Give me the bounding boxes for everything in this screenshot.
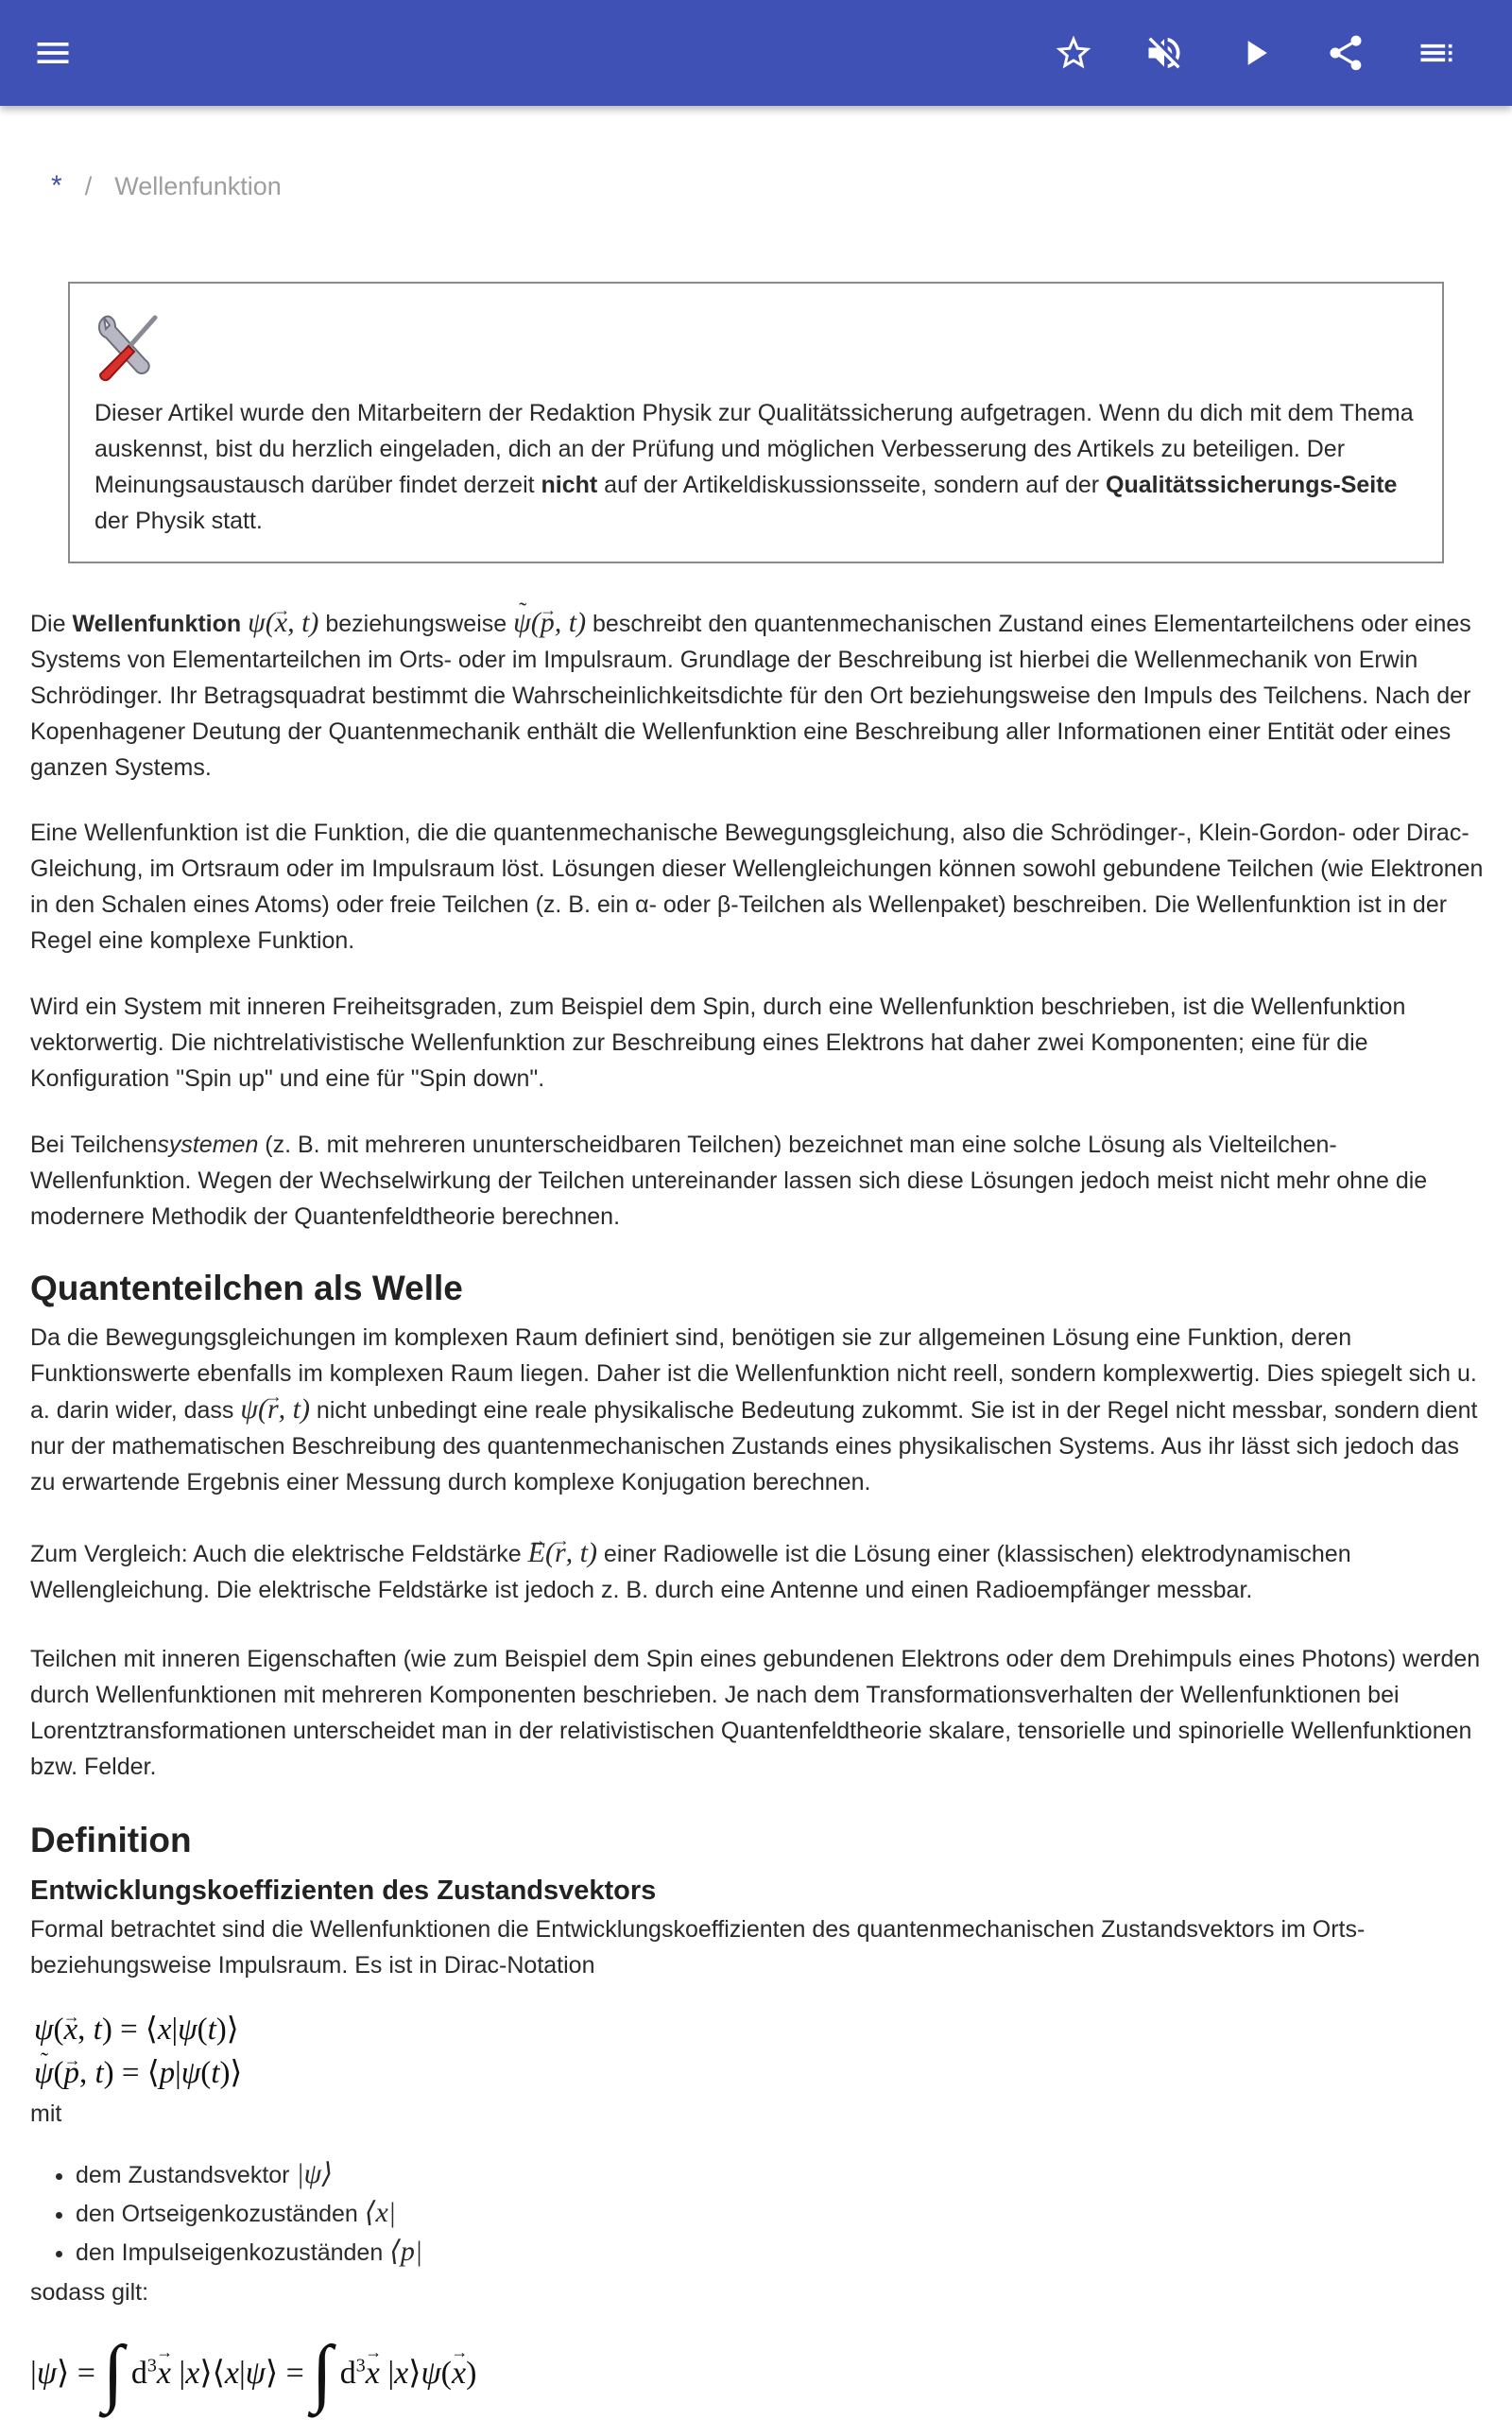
breadcrumb-current: Wellenfunktion (114, 171, 282, 200)
tools-icon (94, 312, 163, 382)
math-psi-r-t: ψ(→ r, t) (240, 1393, 310, 1425)
section-heading-welle: Quantenteilchen als Welle (30, 1269, 463, 1307)
table-of-contents-button[interactable] (1410, 26, 1463, 79)
quality-assurance-text (94, 395, 1419, 539)
section-heading-definition: Definition (30, 1821, 192, 1859)
quality-assurance-notice (68, 282, 1444, 563)
menu-button[interactable] (26, 26, 79, 79)
bookmark-button[interactable] (1047, 26, 1100, 79)
menu-icon (32, 32, 74, 74)
subsection-heading-entwicklungskoeffizienten: Entwicklungskoeffizienten des Zustandsvektors (30, 1876, 657, 1906)
math-E-r-t: → E(→ r, t) (528, 1537, 597, 1568)
intro-paragraph-1 (30, 605, 1486, 786)
breadcrumb-home-link[interactable]: * (51, 170, 62, 201)
breadcrumb-separator: / (84, 171, 93, 200)
text: Da die Bewegungsgleichungen im komplexen Raum definiert sind, benötigen sie zur allgemeinen Lösung eine Funktion, deren Funktionswerte ebenfalls im komplexen Raum liegen. Daher ist die Wellenfunktion nicht reell, sondern komplexwertig. Dies spiegelt sich u. a. darin wider, dass (30, 1324, 1477, 1424)
text: den Impulseigenkozuständen (76, 2239, 390, 2266)
welle-paragraph-3: Teilchen mit inneren Eigenschaften (wie zum Beispiel dem Spin eines gebundenen Elektrons oder dem Drehimpuls eines Photons) werden durch Wellenfunktionen mit mehreren Komponenten beschrieben. Je nach dem Transformationsverhalten der Wellenfunktionen bei Lorentztransformationen unterscheidet man in der relativistischen Quantenfeldtheorie skalare, tensorielle und spinorielle Wellenfunktionen bzw. Felder. (30, 1646, 1481, 1780)
intro-paragraph-2: Eine Wellenfunktion ist die Funktion, die die quantenmechanische Bewegungsgleichung, also die Schrödinger-, Klein-Gordon- oder Dirac-Gleichung, im Ortsraum oder im Impulsraum löst. Lösungen dieser Wellengleichungen können sowohl gebundene Teilchen (wie Elektronen in den Schalen eines Atoms) oder freie Teilchen (z. B. ein α- oder β-Teilchen als Wellenpaket) beschreiben. Die Wellenfunktion ist in der Regel eine komplexe Funktion. (30, 820, 1484, 954)
text: einer Radiowelle ist die Lösung einer (klassischen) elektrodynamischen Wellengleichung. Die elektrische Feldstärke ist jedoch z. B. durch eine Antenne und einen Radioempfänger messbar. (30, 1541, 1351, 1603)
emphasis: systemen (157, 1132, 259, 1158)
math-bra-x: ⟨x| (364, 2197, 397, 2228)
text: Die (30, 611, 73, 637)
text: (z. B. mit mehreren ununterscheidbaren Teilchen) bezeichnet man eine solche Lösung als Vielteilchen-Wellenfunktion. Wegen der Wechselwirkung der Teilchen untereinander lassen sich diese Lösungen jedoch meist nicht mehr ohne die modernere Methodik der Quantenfeldtheorie berechnen. (30, 1132, 1428, 1230)
volume-off-icon (1143, 32, 1185, 74)
welle-paragraph-2 (30, 1535, 1486, 1608)
text: beziehungsweise (318, 611, 514, 637)
qs-page-link[interactable]: Qualitätssicherungs-Seite (1106, 472, 1398, 498)
equation-momentum-space: ˜ ψ(→ p, t) = ⟨p|ψ(t)⟩ (34, 2051, 242, 2095)
article-term: Wellenfunktion (72, 611, 242, 637)
equation-position-space: ψ(→ x, t) = ⟨x|ψ(t)⟩ (34, 2008, 239, 2051)
intro-paragraph-4 (30, 1127, 1486, 1235)
text: nicht unbedingt eine reale physikalische Bedeutung zukommt. Sie ist in der Regel nicht messbar, sondern dient nur der mathematischen Beschreibung des quantenmechanischen Zustands eines physikalischen Systems. Aus ihr lässt sich jedoch das zu erwartende Ergebnis einer Messung durch komplexe Konjugation berechnen. (30, 1397, 1478, 1495)
app-bar (0, 0, 1512, 106)
text: dem Zustandsvektor (76, 2162, 297, 2188)
breadcrumb (51, 170, 282, 202)
mit-label: mit (30, 2100, 62, 2127)
math-bra-p: ⟨p| (389, 2236, 423, 2267)
play-button[interactable] (1228, 26, 1281, 79)
list-item (76, 2194, 422, 2233)
math-psi-tilde-p-t: ˜ ψ(→ p, t) (513, 607, 586, 638)
star-outline-icon (1053, 32, 1094, 74)
sodass-label: sodass gilt: (30, 2279, 149, 2306)
integral-sign: ∫ (102, 2331, 124, 2414)
text: den Ortseigenkozuständen (76, 2201, 365, 2227)
equation-completeness-relation: |ψ⟩ = ∫ $d^3\to x$ |x⟩⟨x|ψ⟩ = ∫ $d^3\to x$ |x⟩ψ(→ x) (30, 2335, 476, 2411)
text: Zum Vergleich: Auch die elektrische Feldstärke (30, 1541, 528, 1567)
qs-text-1: Dieser Artikel wurde den Mitarbeitern der Redaktion Physik zur Qualitätssicherung aufgetragen. Wenn du dich mit dem Thema auskennst, bist du herzlich eingeladen, dich an der Prüfung und möglichen Verbesserung des Artikels zu beteiligen. Der Meinungsaustausch darüber findet derzeit (94, 400, 1414, 498)
text: Bei Teilchen (30, 1132, 158, 1158)
welle-paragraph-1 (30, 1320, 1486, 1500)
play-icon (1234, 32, 1276, 74)
intro-paragraph-3: Wird ein System mit inneren Freiheitsgraden, zum Beispiel dem Spin, durch eine Wellenfunktion beschrieben, ist die Wellenfunktion vektorwertig. Die nichtrelativistische Wellenfunktion zur Beschreibung eines Elektrons hat daher zwei Komponenten; eine für die Konfiguration "Spin up" und eine für "Spin down". (30, 994, 1406, 1092)
text: beschreibt den quantenmechanischen Zustand eines Elementarteilchens oder eines Systems von Elementarteilchen im Orts- oder im Impulsraum. Grundlage der Beschreibung ist hierbei die Wellenmechanik von Erwin Schrödinger. Ihr Betragsquadrat bestimmt die Wahrscheinlichkeitsdichte für den Ort beziehungsweise den Impuls des Teilchens. Nach der Kopenhagener Deutung der Quantenmechanik enthält die Wellenfunktion eine Beschreibung aller Informationen einer Entität oder eines ganzen Systems. (30, 611, 1471, 781)
list-item (76, 2155, 422, 2194)
integral-sign: ∫ (311, 2331, 333, 2414)
definition-paragraph-1: Formal betrachtet sind die Wellenfunktionen die Entwicklungskoeffizienten des quantenmechanischen Zustandsvektors im Orts- beziehungsweise Impulsraum. Es ist in Dirac-Notation (30, 1916, 1366, 1979)
qs-text-3: der Physik statt. (94, 508, 263, 534)
definition-bullet-list (30, 2155, 422, 2272)
math-psi-x-t: ψ(→ x, t) (248, 607, 318, 638)
list-item (76, 2233, 422, 2272)
table-of-contents-icon (1416, 32, 1457, 74)
share-icon (1325, 32, 1366, 74)
qs-text-2: auf der Artikeldiskussionsseite, sondern auf der (597, 472, 1107, 498)
share-button[interactable] (1319, 26, 1372, 79)
qs-bold-nicht: nicht (541, 472, 598, 498)
math-ket-psi: |ψ⟩ (296, 2158, 334, 2189)
mute-button[interactable] (1138, 26, 1191, 79)
